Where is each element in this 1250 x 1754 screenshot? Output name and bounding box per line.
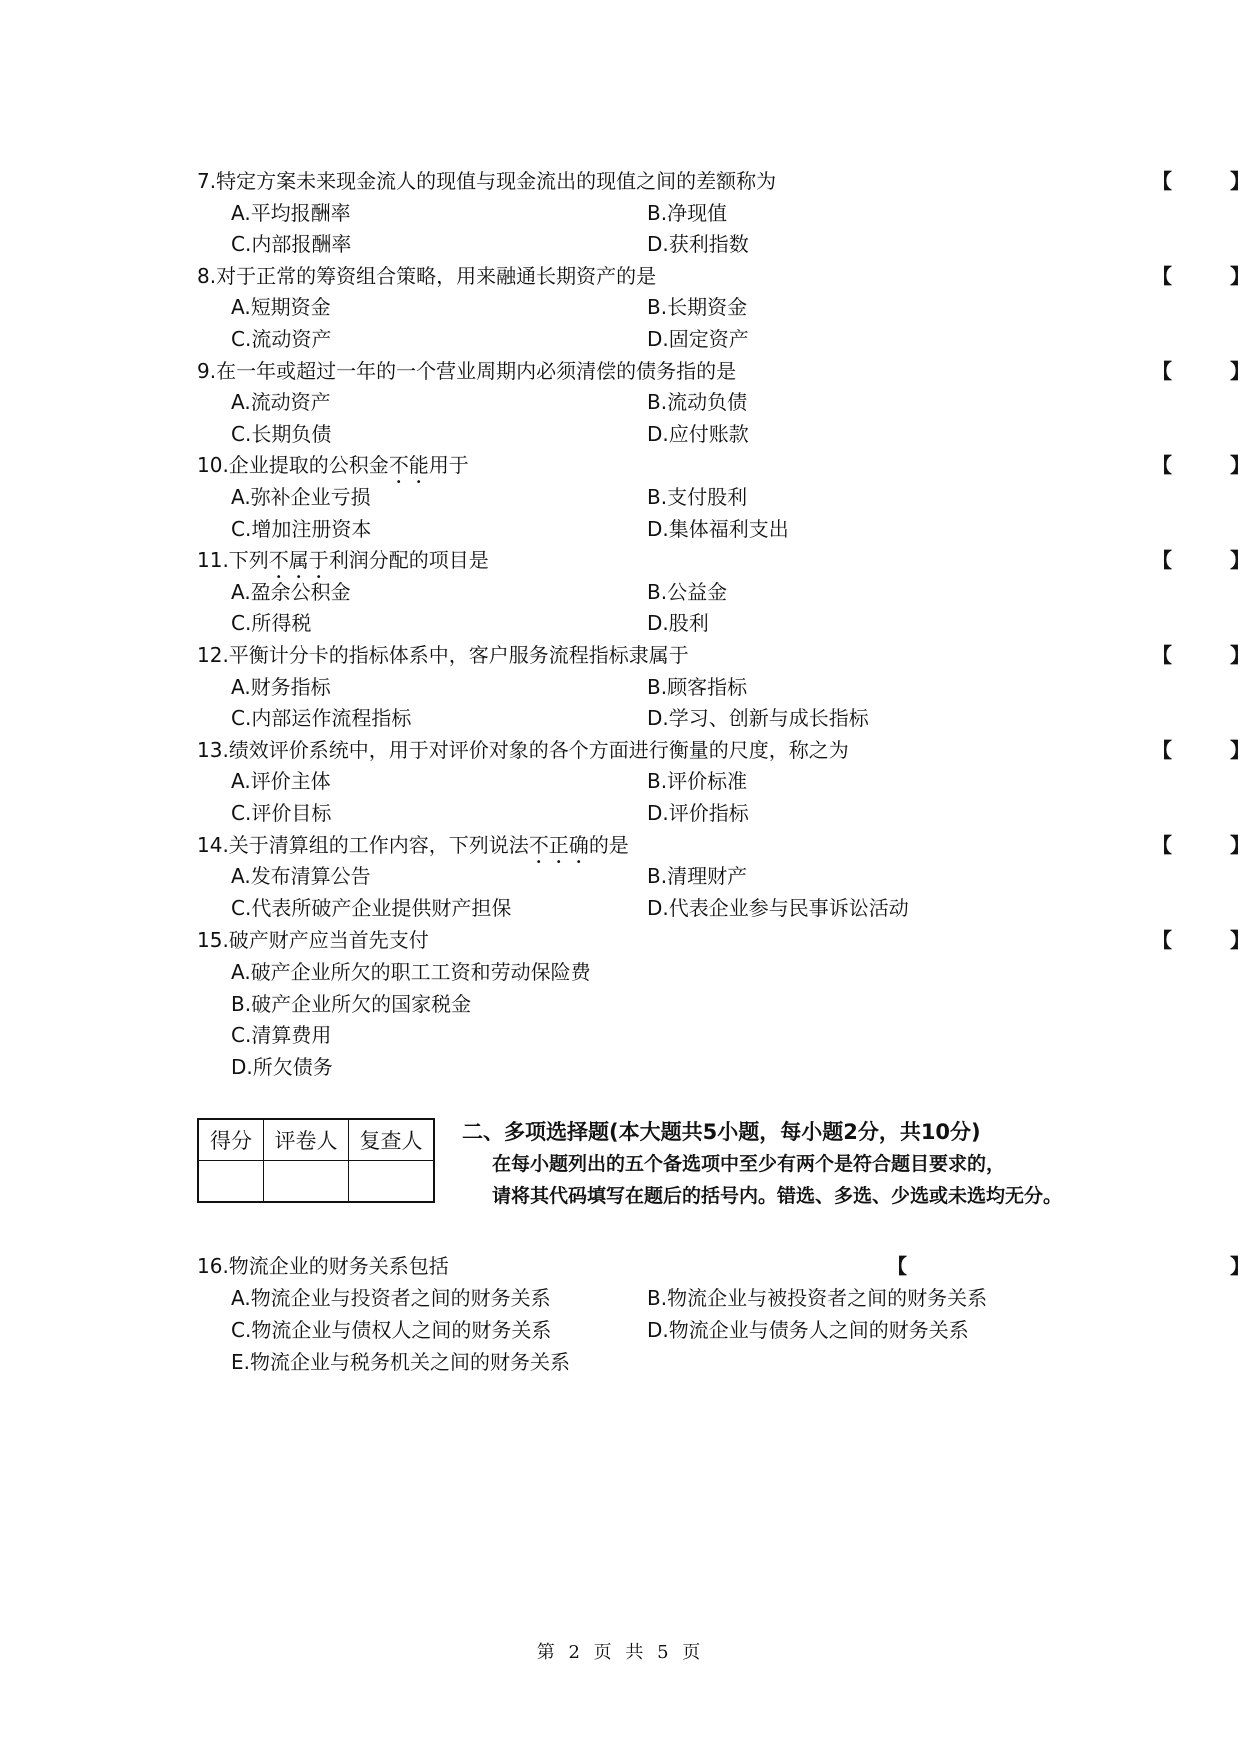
option-a: A.盈余公积金	[231, 579, 351, 604]
answer-bracket-open[interactable]: 【	[1152, 832, 1172, 857]
option-b: B.长期资金	[647, 295, 748, 320]
stem-text: 16.物流企业的财务关系包括	[197, 1254, 449, 1278]
answer-bracket-close: 】	[1230, 643, 1250, 667]
score-table	[197, 1118, 435, 1203]
grader-header: 评卷人	[264, 1119, 349, 1161]
section-2-title: 二、多项选择题(本大题共5小题，每小题2分，共10分)	[462, 1120, 981, 1144]
option-b: B.破产企业所欠的国家税金	[231, 992, 472, 1016]
answer-bracket-open[interactable]: 【	[1152, 928, 1172, 952]
option-c: C.内部报酬率	[231, 232, 352, 257]
option-d: D.评价指标	[647, 801, 749, 825]
grader-cell[interactable]	[264, 1161, 349, 1203]
option-c: C.清算费用	[231, 1023, 332, 1047]
option-a: A.物流企业与投资者之间的财务关系	[231, 1286, 551, 1310]
section-2-instruction: 在每小题列出的五个备选项中至少有两个是符合题目要求的，	[492, 1153, 1006, 1175]
stem-text: 10.企业提取的公积金	[197, 453, 389, 478]
stem-text: 8.对于正常的筹资组合策略，用来融通长期资产的是	[197, 263, 657, 288]
option-b: B.顾客指标	[647, 674, 748, 699]
option-a: A.平均报酬率	[231, 200, 351, 225]
answer-bracket-close: 】	[1230, 832, 1250, 857]
question-stem	[197, 924, 1250, 956]
reviewer-header: 复查人	[349, 1119, 435, 1161]
stem-text: 的是	[588, 832, 629, 857]
stem-text: 用于	[428, 453, 469, 478]
stem-text: 15.破产财产应当首先支付	[197, 928, 429, 952]
option-a: A.财务指标	[231, 674, 331, 699]
stem-text: 13.绩效评价系统中，用于对评价对象的各个方面进行衡量的尺度，称之为	[197, 737, 849, 762]
option-d: D.固定资产	[647, 327, 749, 351]
answer-bracket-open[interactable]: 【	[1152, 358, 1172, 383]
stem-text: 14.关于清算组的工作内容，下列说法	[197, 832, 529, 857]
option-a: A.评价主体	[231, 769, 331, 794]
stem-text: 11.下列	[197, 548, 269, 573]
option-b: B.流动负债	[647, 390, 748, 415]
question-stem	[197, 355, 1250, 387]
option-d: D.物流企业与债务人之间的财务关系	[647, 1318, 969, 1342]
question-stem	[197, 1250, 1250, 1282]
option-c: C.内部运作流程指标	[231, 706, 412, 731]
stem-text: 7.特定方案未来现金流人的现值与现金流出的现值之间的差额称为	[197, 169, 777, 193]
answer-bracket-close: 】	[1230, 737, 1250, 762]
section-2-instruction: 请将其代码填写在题后的括号内。错选、多选、少选或未选均无分。	[492, 1185, 1063, 1207]
stem-emphasis: 不正确	[528, 832, 589, 857]
stem-emphasis: 不能	[388, 453, 429, 478]
question-stem	[197, 734, 1250, 766]
option-d: D.股利	[647, 611, 709, 636]
answer-bracket-close: 】	[1230, 263, 1250, 288]
answer-bracket-open[interactable]: 【	[1152, 169, 1172, 193]
reviewer-cell[interactable]	[349, 1161, 435, 1203]
stem-text: 9.在一年或超过一年的一个营业周期内必须清偿的债务指的是	[197, 358, 737, 383]
option-a: A.短期资金	[231, 295, 331, 320]
option-d: D.获利指数	[647, 232, 749, 257]
answer-bracket-close: 】	[1230, 358, 1250, 383]
answer-bracket-open[interactable]: 【	[1152, 263, 1172, 288]
option-d: D.代表企业参与民事诉讼活动	[647, 895, 909, 920]
page-footer: 第 2 页 共 5 页	[536, 1642, 705, 1663]
stem-emphasis: 不属于	[268, 548, 329, 573]
score-cell[interactable]	[198, 1161, 264, 1203]
stem-text: 12.平衡计分卡的指标体系中，客户服务流程指标隶属于	[197, 643, 689, 667]
score-header: 得分	[198, 1119, 264, 1161]
answer-bracket-close: 】	[1230, 169, 1250, 193]
answer-bracket-open[interactable]: 【	[1152, 453, 1172, 478]
option-d: D.集体福利支出	[647, 516, 789, 541]
answer-bracket-open[interactable]: 【	[887, 1254, 907, 1278]
option-b: B.净现值	[647, 200, 728, 225]
option-d: D.应付账款	[647, 421, 749, 446]
answer-bracket-close: 】	[1230, 548, 1250, 573]
question-stem	[197, 260, 1250, 292]
option-a: A.发布清算公告	[231, 864, 371, 889]
option-c: C.评价目标	[231, 801, 332, 825]
option-b: B.公益金	[647, 579, 728, 604]
question-stem	[197, 544, 1250, 576]
option-c: C.流动资产	[231, 327, 332, 351]
option-b: B.支付股利	[647, 485, 748, 509]
option-c: C.长期负债	[231, 421, 332, 446]
option-d: D.所欠债务	[231, 1055, 333, 1079]
option-a: A.流动资产	[231, 390, 331, 415]
stem-text: 利润分配的项目是	[328, 548, 489, 573]
answer-bracket-close: 】	[1230, 453, 1250, 478]
question-stem	[197, 449, 1250, 481]
answer-bracket-open[interactable]: 【	[1152, 548, 1172, 573]
answer-bracket-open[interactable]: 【	[1152, 643, 1172, 667]
answer-bracket-open[interactable]: 【	[1152, 737, 1172, 762]
question-stem	[197, 829, 1250, 861]
option-c: C.物流企业与债权人之间的财务关系	[231, 1318, 552, 1342]
option-c: C.所得税	[231, 611, 312, 636]
option-a: A.破产企业所欠的职工工资和劳动保险费	[231, 960, 591, 984]
option-e: E.物流企业与税务机关之间的财务关系	[231, 1350, 570, 1374]
option-c: C.增加注册资本	[231, 516, 372, 541]
option-a: A.弥补企业亏损	[231, 485, 371, 509]
question-stem	[197, 165, 1250, 197]
answer-bracket-close: 】	[1230, 1254, 1250, 1278]
option-b: B.物流企业与被投资者之间的财务关系	[647, 1286, 988, 1310]
option-c: C.代表所破产企业提供财产担保	[231, 895, 512, 920]
option-b: B.评价标准	[647, 769, 748, 794]
option-d: D.学习、创新与成长指标	[647, 706, 869, 731]
question-stem	[197, 639, 1250, 671]
option-b: B.清理财产	[647, 864, 748, 889]
answer-bracket-close: 】	[1230, 928, 1250, 952]
